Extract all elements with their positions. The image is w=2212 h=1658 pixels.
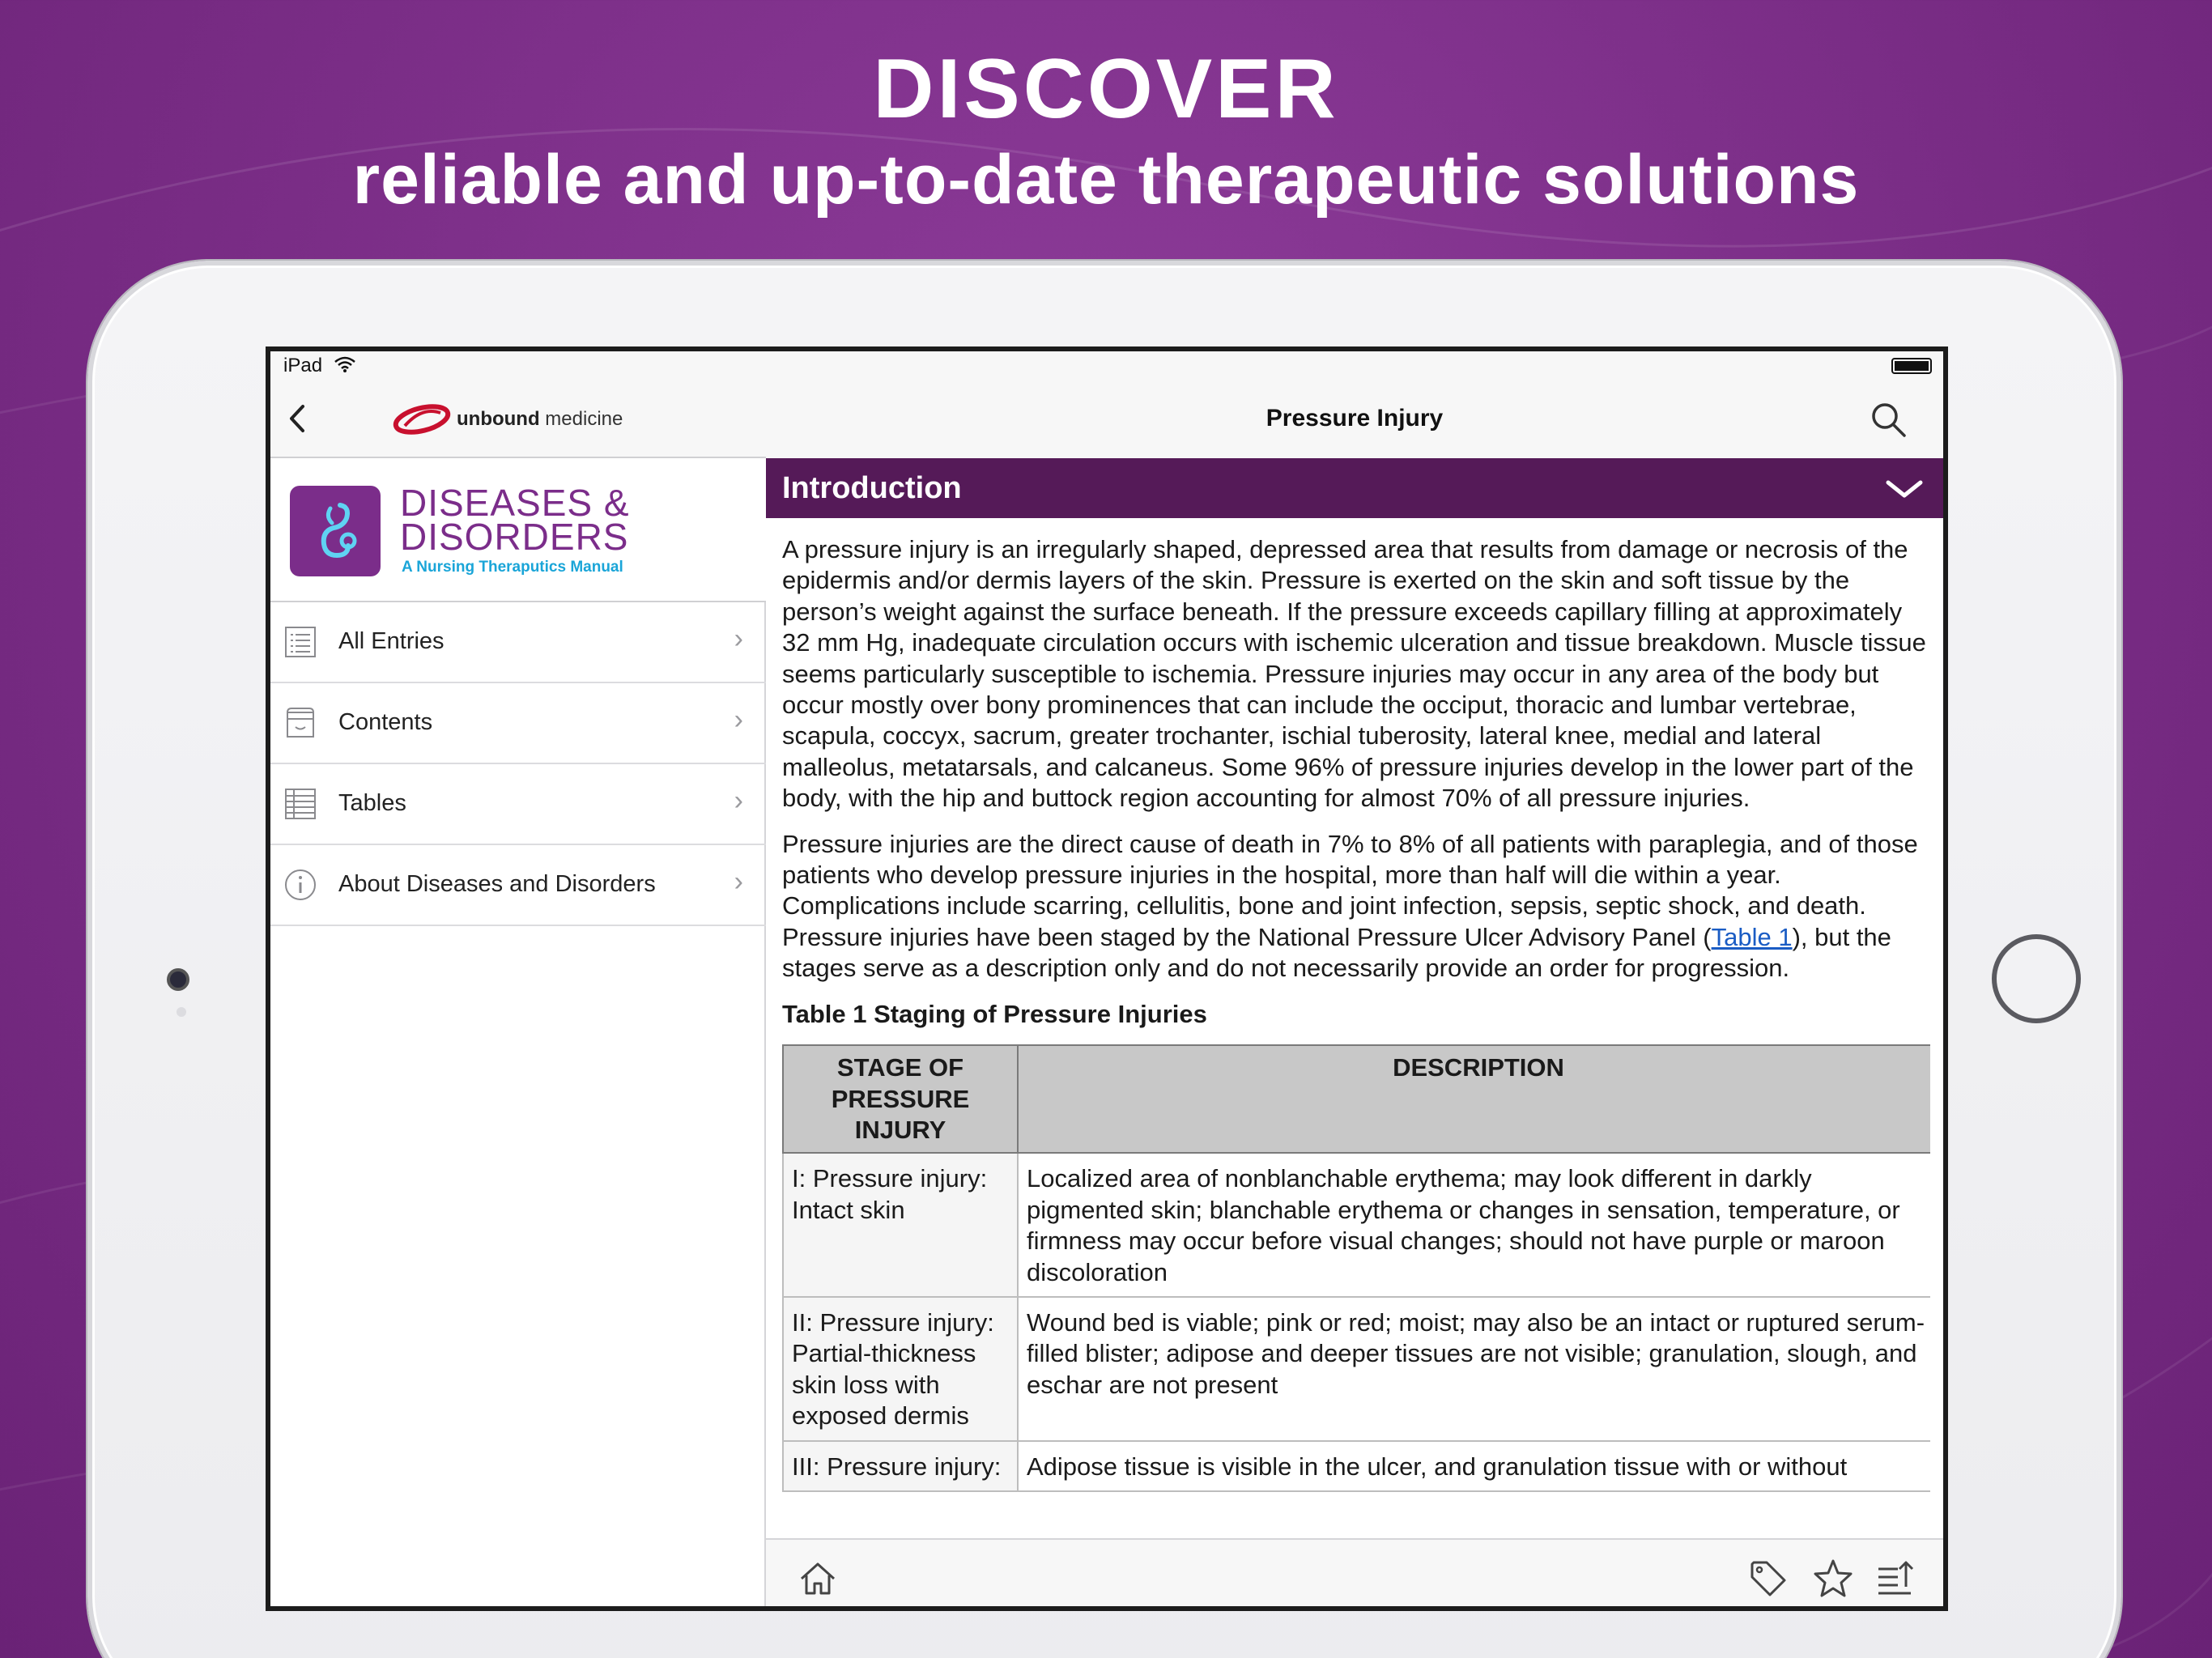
table-icon (283, 787, 317, 821)
back-button[interactable] (282, 398, 314, 439)
wifi-icon (334, 355, 356, 380)
sort-icon (1874, 1556, 1919, 1601)
content-nav-bar (766, 380, 1943, 458)
content-pane (766, 351, 1943, 1611)
table-cell-description: Localized area of nonblanchable erythema; may look different in darkly pigmented skin; blanchable erythema or changes in sensation, temperature, or firmness may occur before visual changes; should not have purple or maroon discoloration (1018, 1153, 1930, 1297)
info-icon (283, 868, 317, 902)
article-body (782, 534, 1930, 1538)
sidebar-item-contents[interactable] (270, 683, 766, 764)
sidebar-item-label: Tables (338, 790, 406, 816)
sidebar-menu (270, 602, 766, 926)
article-paragraph: Pressure injuries are the direct cause of death in 7% to 8% of all patients with paraplegia, and of those patients who develop pressure injuries in the hospital, more than half will die within a year. Complications include scarring, cellulitis, bone and joint infection, sepsis, septic shock, and death. Pressure injuries have been staged by the National Pressure Ulcer Advisory Panel (Table 1), but the stages serve as a description only and do not necessarily provide an order for progression. (782, 829, 1918, 983)
home-icon (795, 1556, 840, 1601)
sidebar (270, 351, 766, 1611)
chevron-right-icon: › (734, 704, 743, 735)
table-row (783, 1441, 1930, 1491)
chevron-down-icon (1883, 476, 1925, 502)
table-1-link[interactable]: Table 1 (1711, 922, 1793, 951)
sidebar-nav-bar (270, 380, 766, 458)
section-title: Introduction (782, 471, 962, 505)
search-button[interactable] (1867, 398, 1911, 442)
sidebar-item-all-entries[interactable] (270, 602, 766, 683)
chevron-right-icon: › (734, 623, 743, 654)
search-icon (1867, 398, 1911, 442)
favorite-button[interactable] (1810, 1556, 1856, 1601)
table-header-row (783, 1045, 1930, 1153)
table-cell-stage: II: Pressure injury: Partial-thickness skin loss with exposed dermis (783, 1297, 1018, 1441)
chevron-left-icon (282, 398, 314, 439)
status-bar (270, 351, 1943, 380)
table-cell-description: Wound bed is viable; pink or red; moist; may also be an intact or ruptured serum-filled blister; adipose and deeper tissues are not visible; granulation, slough, and eschar are not present (1018, 1297, 1930, 1441)
headline-subtitle: reliable and up-to-date therapeutic solutions (352, 141, 1860, 219)
table-header-cell: STAGE OF PRESSURE INJURY (783, 1045, 1018, 1153)
sidebar-item-label: All Entries (338, 628, 445, 654)
brand-title: DISEASES & DISORDERS (400, 482, 630, 558)
table-cell-stage: I: Pressure injury: Intact skin (783, 1153, 1018, 1297)
list-icon (283, 625, 317, 659)
sidebar-item-label: Contents (338, 709, 433, 735)
page-title: Pressure Injury (1266, 405, 1444, 432)
sidebar-item-tables[interactable] (270, 764, 766, 845)
sensor-dot (177, 1007, 186, 1017)
table-row (783, 1297, 1930, 1441)
app-screen (266, 346, 1948, 1611)
tag-button[interactable] (1746, 1556, 1791, 1601)
tag-icon (1746, 1556, 1791, 1601)
bottom-toolbar (766, 1538, 1943, 1611)
table-cell-description: Adipose tissue is visible in the ulcer, and granulation tissue with or without (1018, 1441, 1930, 1491)
table-row (783, 1153, 1930, 1297)
stethoscope-icon (290, 486, 381, 576)
chevron-right-icon: › (734, 866, 743, 897)
sort-button[interactable] (1874, 1556, 1919, 1601)
table-header-cell: DESCRIPTION (1018, 1045, 1930, 1153)
battery-icon (1891, 358, 1932, 374)
camera-icon (167, 968, 189, 991)
brand-subtitle: A Nursing Theraputics Manual (402, 559, 623, 576)
chevron-right-icon: › (734, 785, 743, 816)
table-cell-stage: III: Pressure injury: (783, 1441, 1018, 1491)
sidebar-item-label: About Diseases and Disorders (338, 871, 656, 897)
logo-mark-icon (392, 402, 452, 437)
table-caption: Table 1 Staging of Pressure Injuries (782, 999, 1207, 1028)
staging-table (782, 1044, 1930, 1492)
book-icon (283, 706, 317, 740)
status-carrier: iPad (283, 355, 323, 376)
sidebar-item-about[interactable] (270, 845, 766, 926)
home-hardware-button[interactable] (1992, 934, 2081, 1023)
logo-text: unbound medicine (457, 408, 623, 430)
product-brand-header (270, 458, 766, 602)
article-paragraph: A pressure injury is an irregularly shaped, depressed area that results from damage or necrosis of the epidermis and/or dermis layers of the skin. Pressure is exerted on the skin and soft tissue by the person’s weight against the surface beneath. If the pressure exceeds capillary filling at approximately 32 mm Hg, inadequate circulation occurs with ischemic ulceration and tissue breakdown. Muscle tissue seems particularly susceptible to ischemia. Pressure injuries may occur in any area of the body but occur mostly over bony prominences that can include the occiput, thoracic and lumbar vertebrae, scapula, coccyx, sacrum, greater trochanter, ischial tuberosity, lateral knee, medial and lateral malleolus, metatarsals, and calcaneus. Some 96% of pressure injuries develop in the lower part of the body, with the hip and buttock region accounting for almost 70% of all pressure injuries. (782, 535, 1926, 813)
star-icon (1810, 1556, 1856, 1601)
home-button[interactable] (795, 1556, 840, 1601)
marketing-headline (0, 40, 2212, 220)
section-header-introduction[interactable] (766, 458, 1943, 518)
headline-title: DISCOVER (873, 42, 1339, 136)
unbound-medicine-logo (392, 397, 623, 442)
